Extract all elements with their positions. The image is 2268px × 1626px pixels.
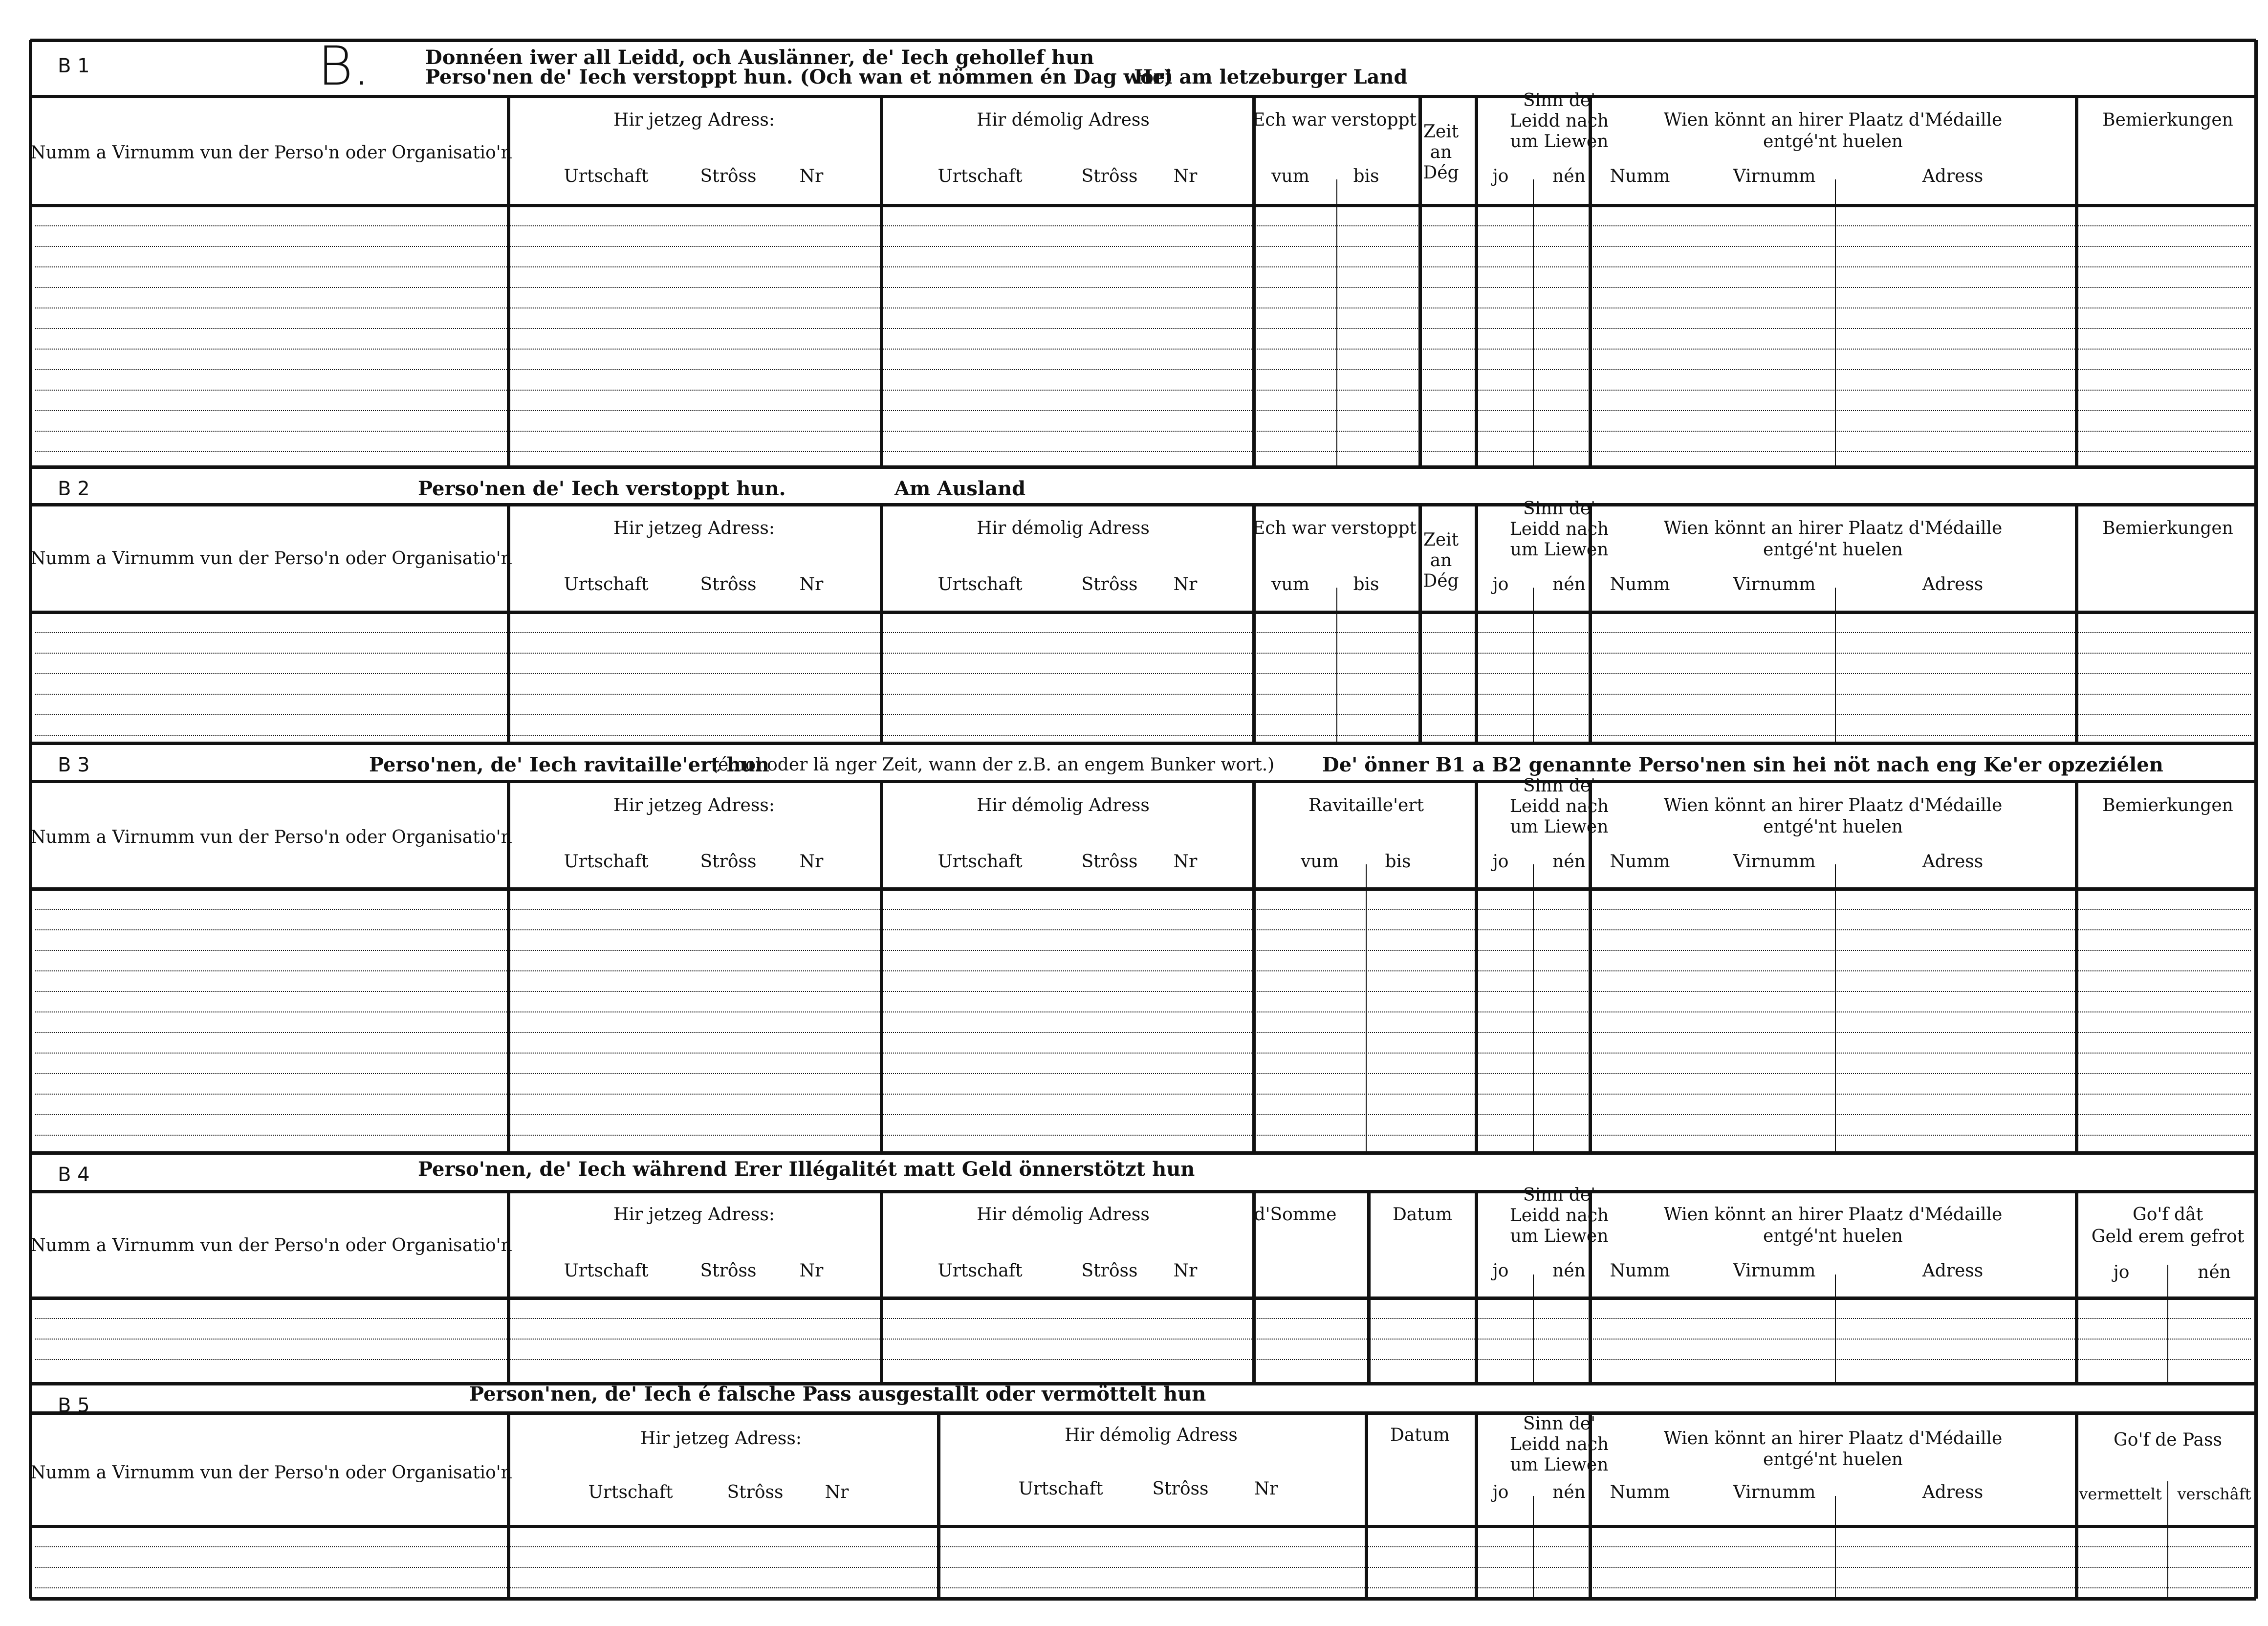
subheader-former-town: Urtschaft (938, 574, 1023, 594)
pass-header: Go'f de Pass (2114, 1430, 2222, 1450)
risk-no: nén (1552, 1482, 1586, 1502)
time-header-line1: Zeit (1423, 530, 1459, 550)
risk-yes: jo (1492, 852, 1509, 872)
thin-column-divider (1835, 889, 1836, 1153)
risk-sub-divider (1533, 179, 1534, 205)
thick-column-divider (1475, 505, 1478, 743)
subheader-former-town: Urtschaft (938, 852, 1023, 872)
subheader-nr: Nr (799, 852, 824, 872)
column-former-address-header: Hir démolig Adress (977, 1205, 1150, 1225)
medal-sub-divider (1835, 179, 1836, 205)
subheader-nr: Nr (799, 166, 824, 186)
risk-sub-divider (1533, 588, 1534, 612)
thin-column-divider (1835, 612, 1836, 743)
medal-surname: Numm (1610, 1482, 1670, 1502)
header-bottom-rule (30, 611, 2256, 614)
hidden-from: vum (1271, 166, 1309, 186)
hidden-sub-divider (1336, 179, 1337, 205)
entry-line (35, 714, 2251, 715)
thick-column-divider (1365, 1413, 1368, 1599)
entry-line (35, 735, 2251, 736)
thick-column-divider (1252, 505, 1256, 743)
thick-column-divider (1367, 1191, 1371, 1384)
section-id-b1: B 1 (58, 55, 90, 77)
subheader-former-nr: Nr (1173, 574, 1198, 594)
thick-column-divider (1475, 1413, 1478, 1599)
thick-column-divider (1589, 96, 1592, 467)
header-bottom-rule (30, 204, 2256, 207)
thick-column-divider (880, 505, 883, 743)
thick-column-divider (2075, 1413, 2078, 1599)
subheader-former-street: Strôss (1081, 1261, 1138, 1281)
risk-header-line2: Leidd nach (1509, 796, 1609, 816)
column-name-header: Numm a Virnumm vun der Perso'n oder Organisatio'n (30, 827, 512, 847)
section-top-rule (30, 1411, 2256, 1415)
thick-column-divider (880, 1191, 883, 1384)
thick-column-divider (2075, 1191, 2078, 1384)
entry-line (35, 287, 2251, 288)
risk-header-line1: Sinn de' (1523, 776, 1596, 796)
risk-header-line3: um Liewen (1510, 132, 1609, 152)
risk-sub-divider (1533, 1496, 1534, 1526)
subheader-town: Urtschaft (564, 166, 649, 186)
section-top-rule (30, 780, 2256, 783)
subheader-former-nr: Nr (1254, 1479, 1278, 1499)
subheader-nr: Nr (799, 574, 824, 594)
entry-line (35, 1567, 2251, 1568)
b3-separator (30, 742, 2256, 745)
thick-column-divider (507, 1413, 510, 1599)
risk-header-line2: Leidd nach (1509, 1434, 1609, 1454)
subheader-nr: Nr (825, 1482, 849, 1502)
gift-sub-divider (2167, 1265, 2168, 1298)
column-current-address-header: Hir jetzeg Adress: (640, 1428, 802, 1449)
subheader-former-nr: Nr (1173, 1261, 1198, 1281)
column-current-address-header: Hir jetzeg Adress: (613, 795, 775, 815)
entry-line (35, 632, 2251, 633)
hidden-to: bis (1353, 574, 1379, 594)
risk-no: nén (1552, 852, 1586, 872)
b2-separator (30, 465, 2256, 469)
entry-line (35, 246, 2251, 247)
entry-line (35, 1011, 2251, 1012)
medal-sub-divider (1835, 588, 1836, 612)
thick-column-divider (507, 1191, 510, 1384)
subheader-former-street: Strôss (1152, 1479, 1209, 1499)
risk-no: nén (1552, 1261, 1586, 1281)
medal-header-line2: entgé'nt huelen (1763, 1226, 1903, 1246)
entry-line (35, 653, 2251, 654)
entry-line (35, 909, 2251, 910)
entry-line (35, 1546, 2251, 1547)
header-bottom-rule (30, 1296, 2256, 1300)
risk-sub-divider (1533, 1274, 1534, 1298)
b4-separator (30, 1151, 2256, 1155)
column-former-address-header: Hir démolig Adress (977, 110, 1150, 130)
thick-column-divider (2075, 781, 2078, 1153)
medal-firstname: Virnumm (1733, 852, 1816, 872)
time-header-line2: an (1430, 550, 1452, 571)
hidden-from: vum (1271, 574, 1309, 594)
supplied-from: vum (1301, 852, 1339, 872)
supplied-header: Ravitaille'ert (1308, 795, 1424, 815)
thick-column-divider (1589, 781, 1592, 1153)
risk-header-line3: um Liewen (1510, 817, 1609, 837)
medal-header-line2: entgé'nt huelen (1763, 1450, 1903, 1470)
subheader-former-nr: Nr (1173, 852, 1198, 872)
column-current-address-header: Hir jetzeg Adress: (613, 1205, 775, 1225)
risk-header-line1: Sinn de' (1523, 90, 1596, 110)
thick-column-divider (1418, 505, 1422, 743)
medal-sub-divider (1835, 1274, 1836, 1298)
section-letter: B. (318, 35, 370, 97)
column-name-header: Numm a Virnumm vun der Perso'n oder Organisatio'n (30, 1235, 512, 1255)
thick-column-divider (1418, 96, 1422, 467)
b2-title-right: Am Ausland (894, 477, 1026, 500)
thick-column-divider (937, 1413, 940, 1599)
medal-address: Adress (1922, 1261, 1984, 1281)
subheader-former-street: Strôss (1081, 852, 1138, 872)
thin-column-divider (1336, 205, 1337, 467)
risk-header-line3: um Liewen (1510, 540, 1609, 560)
b2-title: Perso'nen de' Iech verstoppt hun. (418, 477, 786, 500)
pass-bought: verschâft (2177, 1485, 2251, 1503)
thin-column-divider (1366, 889, 1367, 1153)
gift-no: nén (2198, 1262, 2231, 1282)
entry-line (35, 929, 2251, 930)
entry-line (35, 349, 2251, 350)
subheader-former-town: Urtschaft (1018, 1479, 1103, 1499)
risk-yes: jo (1492, 166, 1509, 186)
remarks-header: Bemierkungen (2102, 795, 2233, 815)
entry-line (35, 991, 2251, 992)
entry-line (35, 369, 2251, 370)
medal-header-line1: Wien könnt an hirer Plaatz d'Médaille (1663, 1428, 2003, 1449)
risk-header-line1: Sinn de' (1523, 1414, 1596, 1434)
subheader-street: Strôss (700, 574, 757, 594)
b1-title-line1: Donnéen iwer all Leidd, och Auslänner, de' Iech gehollef hun (425, 46, 1094, 69)
thin-column-divider (1533, 1298, 1534, 1384)
subheader-town: Urtschaft (564, 852, 649, 872)
subheader-former-town: Urtschaft (938, 1261, 1023, 1281)
thin-column-divider (1533, 612, 1534, 743)
thin-column-divider (1835, 1298, 1836, 1384)
medal-sub-divider (1835, 1496, 1836, 1526)
subheader-street: Strôss (700, 852, 757, 872)
gift-yes: jo (2113, 1262, 2130, 1282)
thin-column-divider (1835, 205, 1836, 467)
gift-header-line1: Go'f dât (2132, 1205, 2203, 1225)
time-header-line3: Dég (1423, 571, 1459, 591)
remarks-header: Bemierkungen (2102, 110, 2233, 130)
column-former-address-header: Hir démolig Adress (977, 795, 1150, 815)
risk-header-line1: Sinn de' (1523, 1185, 1596, 1205)
entry-line (35, 1032, 2251, 1033)
risk-header-line1: Sinn de' (1523, 499, 1596, 519)
hidden-header: Ech war verstoppt (1252, 110, 1417, 130)
b3-title-right: De' önner B1 a B2 genannte Perso'nen sin hei nöt nach eng Ke'er opzeziélen (1322, 753, 2163, 776)
medal-address: Adress (1922, 852, 1984, 872)
medal-header-line2: entgé'nt huelen (1763, 540, 1903, 560)
subheader-former-street: Strôss (1081, 166, 1138, 186)
thin-column-divider (2167, 1298, 2168, 1384)
column-name-header: Numm a Virnumm vun der Perso'n oder Organisatio'n (30, 1463, 512, 1483)
thick-column-divider (1475, 1191, 1478, 1384)
thick-column-divider (1252, 96, 1256, 467)
subheader-nr: Nr (799, 1261, 824, 1281)
subheader-street: Strôss (727, 1482, 784, 1502)
entry-line (35, 1073, 2251, 1074)
entry-line (35, 431, 2251, 432)
thin-column-divider (2167, 1526, 2168, 1599)
outer-right-border (2254, 40, 2258, 1599)
column-former-address-header: Hir démolig Adress (1065, 1425, 1238, 1445)
entry-line (35, 950, 2251, 951)
medal-header-line2: entgé'nt huelen (1763, 817, 1903, 837)
thick-column-divider (2075, 505, 2078, 743)
risk-header-line3: um Liewen (1510, 1226, 1609, 1246)
entry-line (35, 390, 2251, 391)
section-id-b5: B 5 (58, 1394, 90, 1417)
column-current-address-header: Hir jetzeg Adress: (613, 518, 775, 538)
medal-address: Adress (1922, 574, 1984, 594)
supplied-sub-divider (1366, 864, 1367, 889)
section-id-b3: B 3 (58, 754, 90, 776)
entry-line (35, 970, 2251, 971)
supplied-to: bis (1385, 852, 1411, 872)
medal-firstname: Virnumm (1733, 1482, 1816, 1502)
hidden-header: Ech war verstoppt (1252, 518, 1417, 538)
entry-line (35, 1094, 2251, 1095)
time-header-line1: Zeit (1423, 122, 1459, 142)
entry-line (35, 410, 2251, 411)
column-name-header: Numm a Virnumm vun der Perso'n oder Organisatio'n (30, 549, 512, 569)
section-top-rule (30, 503, 2256, 506)
medal-header-line1: Wien könnt an hirer Plaatz d'Médaille (1663, 1205, 2003, 1225)
subheader-former-town: Urtschaft (938, 166, 1023, 186)
medal-sub-divider (1835, 864, 1836, 889)
thin-column-divider (1533, 205, 1534, 467)
risk-header-line2: Leidd nach (1509, 1206, 1609, 1226)
medal-firstname: Virnumm (1733, 1261, 1816, 1281)
thick-column-divider (1252, 781, 1256, 1153)
thin-column-divider (1533, 889, 1534, 1153)
medal-header-line1: Wien könnt an hirer Plaatz d'Médaille (1663, 795, 2003, 815)
thick-column-divider (1475, 781, 1478, 1153)
time-header-line3: Dég (1423, 163, 1459, 183)
entry-line (35, 1114, 2251, 1115)
medal-surname: Numm (1610, 852, 1670, 872)
date-header: Datum (1392, 1205, 1453, 1225)
gift-header-line2: Geld erem gefrot (2091, 1227, 2245, 1247)
entry-line (35, 266, 2251, 267)
sum-header: d'Somme (1254, 1205, 1337, 1225)
section-top-rule (30, 95, 2256, 98)
risk-no: nén (1552, 166, 1586, 186)
pass-mediated: vermettelt (2079, 1485, 2162, 1503)
medal-header-line1: Wien könnt an hirer Plaatz d'Médaille (1663, 110, 2003, 130)
b1-title-right: Hei am letzeburger Land (1134, 66, 1408, 88)
section-top-rule (30, 1190, 2256, 1193)
risk-yes: jo (1492, 574, 1509, 594)
entry-line (35, 1359, 2251, 1360)
risk-header-line3: um Liewen (1510, 1455, 1609, 1475)
subheader-town: Urtschaft (564, 1261, 649, 1281)
entry-line (35, 451, 2251, 452)
thick-column-divider (1475, 96, 1478, 467)
b5-title: Person'nen, de' Iech é falsche Pass ausgestallt oder vermöttelt hun (469, 1383, 1206, 1406)
medal-firstname: Virnumm (1733, 166, 1816, 186)
outer-bottom-border (30, 1597, 2256, 1601)
section-id-b2: B 2 (58, 478, 90, 500)
column-current-address-header: Hir jetzeg Adress: (613, 110, 775, 130)
medal-header-line2: entgé'nt huelen (1763, 132, 1903, 152)
entry-line (35, 1053, 2251, 1054)
thick-column-divider (507, 505, 510, 743)
b4-title: Perso'nen, de' Iech während Erer Illégalitét matt Geld önnerstötzt hun (418, 1158, 1195, 1181)
column-name-header: Numm a Virnumm vun der Perso'n oder Organisatio'n (30, 143, 512, 163)
medal-address: Adress (1922, 166, 1984, 186)
entry-line (35, 694, 2251, 695)
thin-column-divider (1336, 612, 1337, 743)
thick-column-divider (880, 96, 883, 467)
entry-line (35, 225, 2251, 226)
section-id-b4: B 4 (58, 1164, 90, 1186)
remarks-header: Bemierkungen (2102, 518, 2233, 538)
risk-header-line2: Leidd nach (1509, 519, 1609, 539)
hidden-to: bis (1353, 166, 1379, 186)
thick-column-divider (880, 781, 883, 1153)
date-header: Datum (1390, 1425, 1450, 1445)
medal-surname: Numm (1610, 1261, 1670, 1281)
risk-header-line2: Leidd nach (1509, 111, 1609, 131)
medal-header-line1: Wien könnt an hirer Plaatz d'Médaille (1663, 518, 2003, 538)
risk-no: nén (1552, 574, 1586, 594)
risk-yes: jo (1492, 1261, 1509, 1281)
outer-left-border (29, 40, 32, 1599)
subheader-former-street: Strôss (1081, 574, 1138, 594)
thin-column-divider (1835, 1526, 1836, 1599)
column-former-address-header: Hir démolig Adress (977, 518, 1150, 538)
b3-title-note: (émol oder lä nger Zeit, wann der z.B. an engem Bunker wort.) (711, 755, 1275, 775)
pass-sub-divider (2167, 1481, 2168, 1526)
header-bottom-rule (30, 887, 2256, 891)
b1-title-line2: Perso'nen de' Iech verstoppt hun. (Och wan et nömmen én Dag wor) (425, 66, 1173, 88)
subheader-former-nr: Nr (1173, 166, 1198, 186)
entry-line (35, 1318, 2251, 1319)
entry-line (35, 1587, 2251, 1588)
header-bottom-rule (30, 1525, 2256, 1528)
medal-firstname: Virnumm (1733, 574, 1816, 594)
entry-line (35, 328, 2251, 329)
time-header-line2: an (1430, 142, 1452, 162)
subheader-town: Urtschaft (588, 1482, 673, 1502)
subheader-street: Strôss (700, 1261, 757, 1281)
medal-address: Adress (1922, 1482, 1984, 1502)
entry-line (35, 1339, 2251, 1340)
subheader-street: Strôss (700, 166, 757, 186)
entry-line (35, 1135, 2251, 1136)
entry-line (35, 673, 2251, 674)
thick-column-divider (2075, 96, 2078, 467)
thin-column-divider (1533, 1526, 1534, 1599)
subheader-town: Urtschaft (564, 574, 649, 594)
medal-surname: Numm (1610, 574, 1670, 594)
risk-yes: jo (1492, 1482, 1509, 1502)
risk-sub-divider (1533, 864, 1534, 889)
medal-surname: Numm (1610, 166, 1670, 186)
b3-title: Perso'nen, de' Iech ravitaille'ert hun (369, 753, 769, 776)
hidden-sub-divider (1336, 588, 1337, 612)
